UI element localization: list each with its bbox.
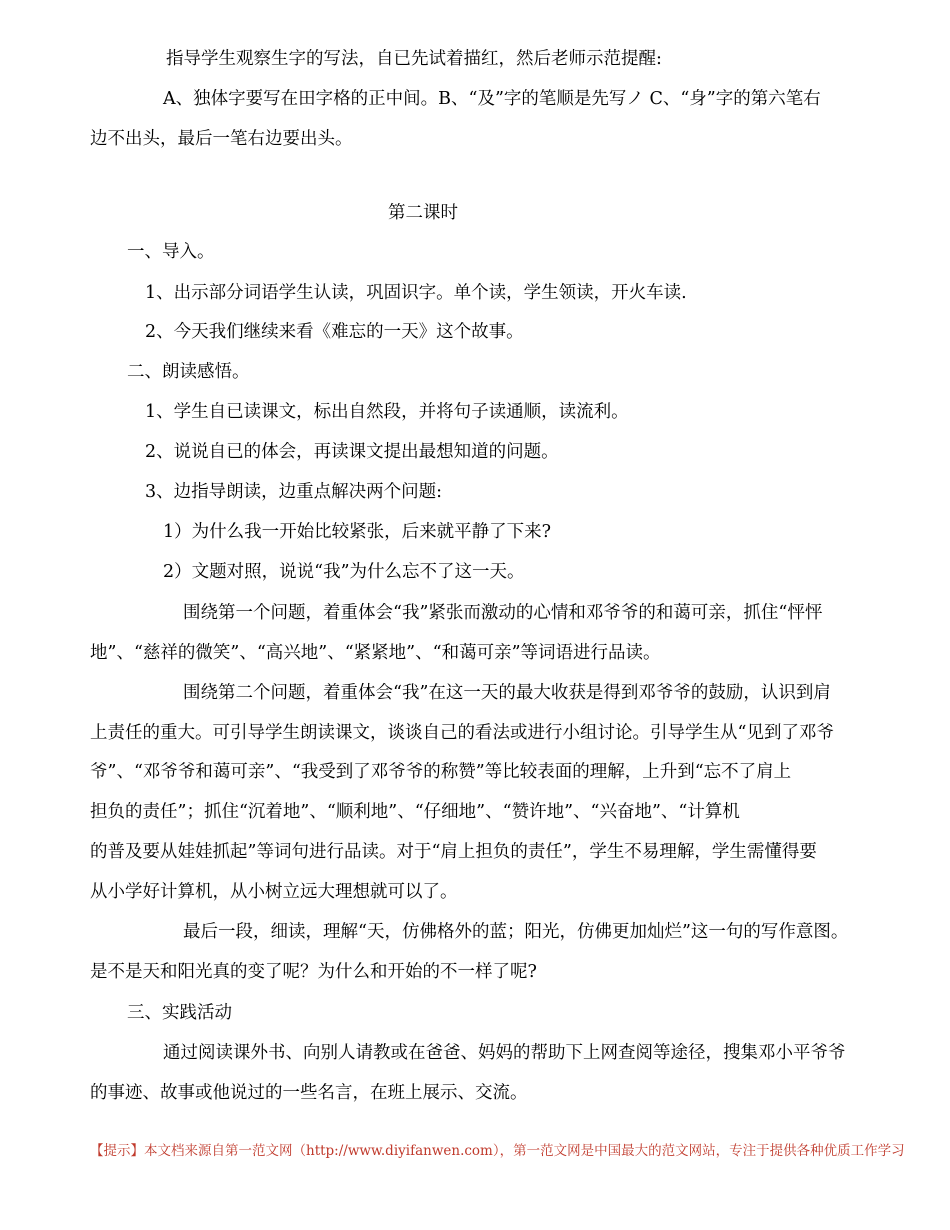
paragraph-line: 1、学生自已读课文，标出自然段，并将句子读通顺，读流利。 (145, 402, 629, 422)
paragraph-line: 爷”、“邓爷爷和蔼可亲”、“我受到了邓爷爷的称赞”等比较表面的理解，上升到“忘不了肩上 (90, 762, 792, 782)
footer-notice: 【提示】本文档来源自第一范文网（http://www.diyifanwen.com），第一范文网是中国最大的范文网站，专注于提供各种优质工作学习 (90, 1143, 905, 1159)
paragraph-line: 是不是天和阳光真的变了呢？为什么和开始的不一样了呢? (90, 962, 537, 982)
paragraph-line: 3、边指导朗读，边重点解决两个问题: (145, 482, 443, 502)
paragraph-line: A、独体字要写在田字格的正中间。B、“及”字的笔顺是先写ノ C、“身”字的第六笔右 (163, 89, 821, 109)
heading-line: 一、导入。 (127, 242, 215, 262)
paragraph-line: 通过阅读课外书、向别人请教或在爸爸、妈妈的帮助下上网查阅等途径，搜集邓小平爷爷 (163, 1043, 846, 1063)
paragraph-line: 的普及要从娃娃抓起”等词句进行品读。对于“肩上担负的责任”，学生不易理解，学生需懂得要 (90, 842, 817, 862)
paragraph-line: 的事迹、故事或他说过的一些名言，在班上展示、交流。 (90, 1083, 528, 1103)
paragraph-line: 指导学生观察生字的写法，自已先试着描红，然后老师示范提醒: (166, 49, 662, 69)
paragraph-line: 围绕第二个问题，着重体会“我”在这一天的最大收获是得到邓爷爷的鼓励，认识到肩 (183, 683, 831, 703)
paragraph-line: 1、出示部分词语学生认读，巩固识字。单个读，学生领读，开火车读. (145, 283, 687, 303)
paragraph-line: 从小学好计算机，从小树立远大理想就可以了。 (90, 882, 458, 902)
paragraph-line: 最后一段，细读，理解“天，仿佛格外的蓝；阳光，仿佛更加灿烂”这一句的写作意图。 (183, 922, 849, 942)
paragraph-line: 2、说说自已的体会，再读课文提出最想知道的问题。 (145, 442, 559, 462)
paragraph-line: 围绕第一个问题，着重体会“我”紧张而激动的心情和邓爷爷的和蔼可亲，抓住“怦怦 (183, 603, 823, 623)
paragraph-line: 1）为什么我一开始比较紧张，后来就平静了下来? (163, 522, 552, 542)
paragraph-line: 2、今天我们继续来看《难忘的一天》这个故事。 (145, 322, 524, 342)
paragraph-line: 上责任的重大。可引导学生朗读课文，谈谈自己的看法或进行小组讨论。引导学生从“见到了邓爷 (90, 723, 834, 743)
paragraph-line: 2）文题对照，说说“我”为什么忘不了这一天。 (163, 562, 525, 582)
section-title: 第二课时 (388, 203, 458, 223)
heading-line: 二、朗读感悟。 (127, 362, 250, 382)
paragraph-line: 边不出头，最后一笔右边要出头。 (90, 129, 353, 149)
paragraph-line: 担负的责任”；抓住“沉着地”、“顺利地”、“仔细地”、“赞许地”、“兴奋地”、“计算机 (90, 802, 740, 822)
heading-line: 三、实践活动 (127, 1003, 232, 1023)
paragraph-line: 地”、“慈祥的微笑”、“高兴地”、“紧紧地”、“和蔼可亲”等词语进行品读。 (90, 643, 661, 663)
